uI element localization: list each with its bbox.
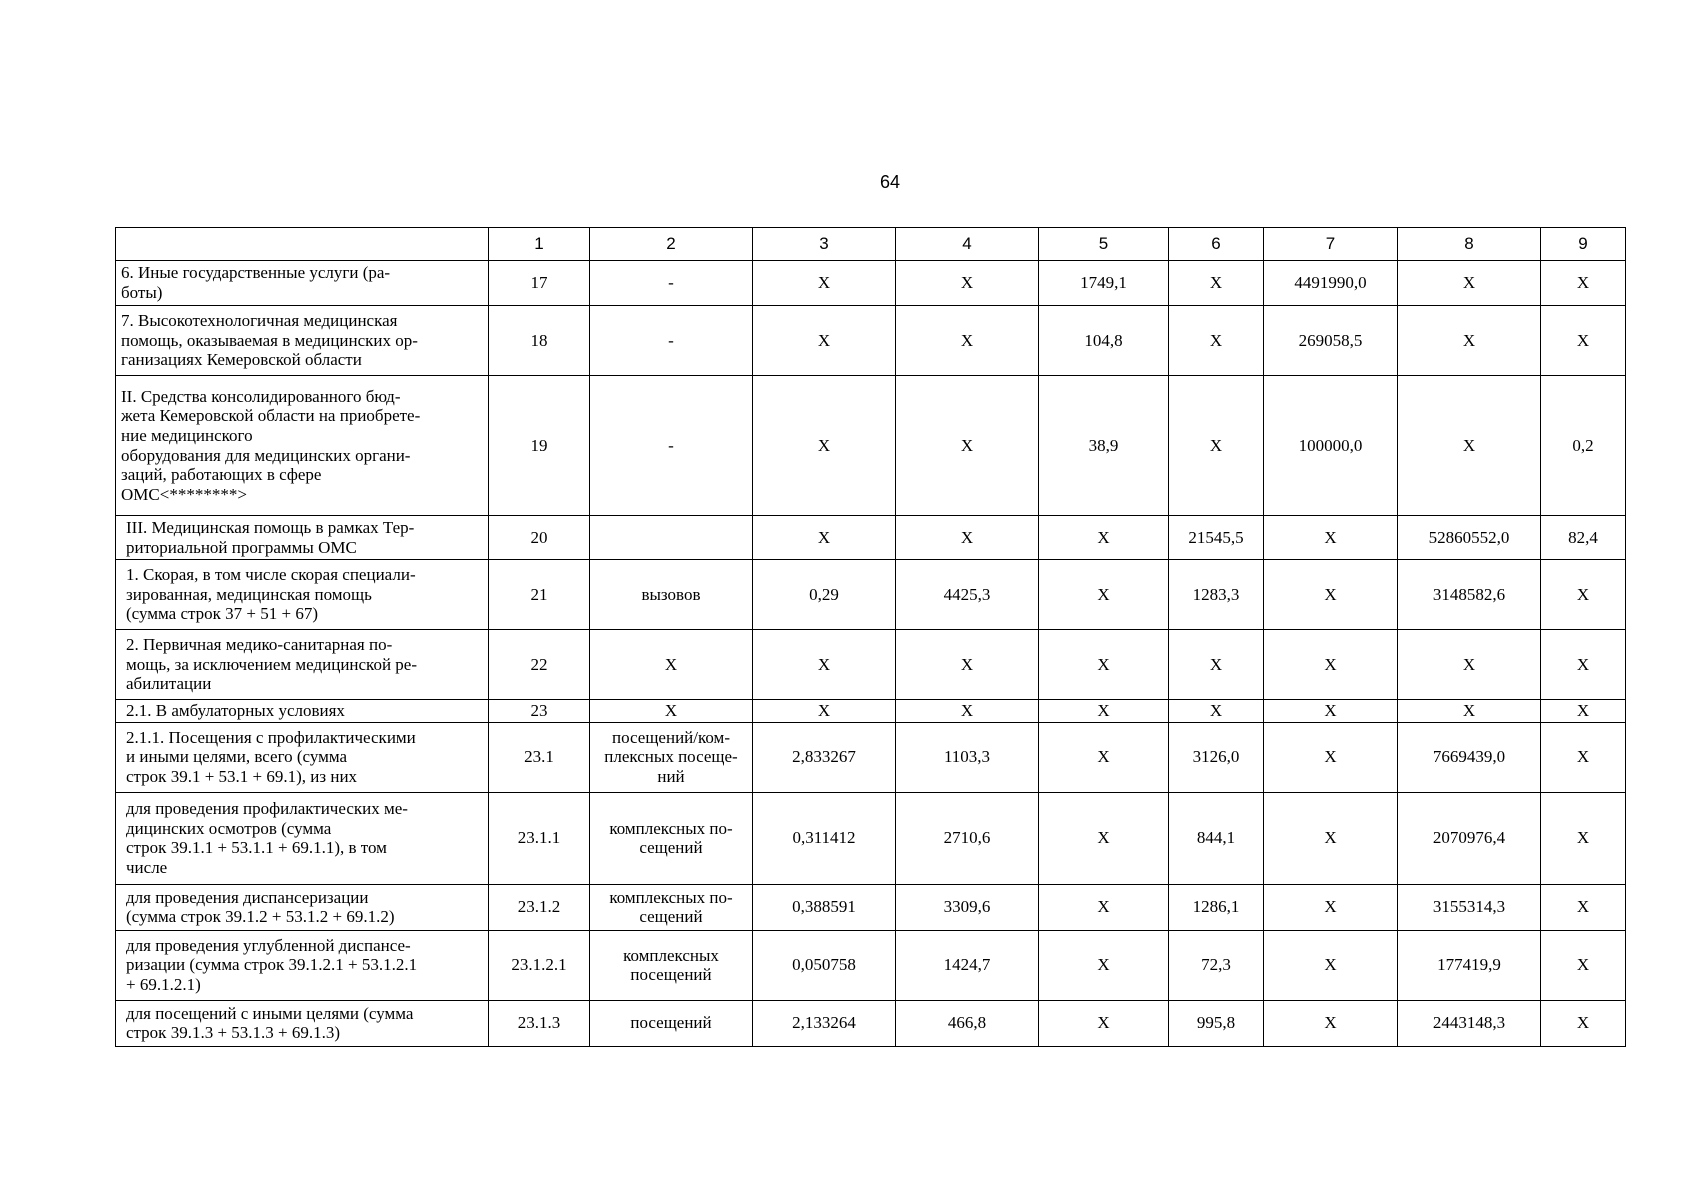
row-name-cell: для проведения профилактических ме- дицинских осмотров (сумма строк 39.1.1 + 53.1.1 + 69.1.1), в том числе	[116, 792, 489, 884]
row-value-cell: 23.1.3	[489, 1000, 590, 1046]
header-cell: 1	[489, 228, 590, 261]
row-value-cell: X	[1398, 261, 1541, 306]
row-value-cell: 7669439,0	[1398, 722, 1541, 792]
row-value-cell: X	[1039, 930, 1169, 1000]
row-value-cell: X	[1541, 560, 1626, 630]
table-row	[116, 560, 1626, 630]
row-value-cell: X	[1169, 306, 1264, 376]
row-value-cell: 1283,3	[1169, 560, 1264, 630]
row-value-cell: X	[590, 630, 753, 700]
row-value-cell: 19	[489, 376, 590, 516]
row-value-cell: комплексных посещений	[590, 930, 753, 1000]
row-value-cell: 21545,5	[1169, 516, 1264, 560]
row-value-cell: 2,133264	[753, 1000, 896, 1046]
row-name-cell: 6. Иные государственные услуги (ра- боты)	[116, 261, 489, 306]
row-value-cell: -	[590, 306, 753, 376]
row-value-cell: 23.1.1	[489, 792, 590, 884]
row-value-cell: 17	[489, 261, 590, 306]
row-value-cell: 4425,3	[896, 560, 1039, 630]
row-name-cell: II. Средства консолидированного бюд- жета Кемеровской области на приобрете- ние медицинского оборудования для медицинских органи- заций, работающих в сфере ОМС<********>	[116, 376, 489, 516]
row-value-cell: X	[1541, 1000, 1626, 1046]
row-value-cell: 3148582,6	[1398, 560, 1541, 630]
row-value-cell: X	[1169, 261, 1264, 306]
header-cell: 7	[1264, 228, 1398, 261]
row-value-cell: 23.1.2	[489, 884, 590, 930]
table-row	[116, 306, 1626, 376]
row-value-cell: X	[1541, 722, 1626, 792]
row-value-cell: 82,4	[1541, 516, 1626, 560]
header-cell	[116, 228, 489, 261]
row-value-cell: X	[1541, 792, 1626, 884]
header-cell: 4	[896, 228, 1039, 261]
row-value-cell: комплексных по- сещений	[590, 884, 753, 930]
row-value-cell: X	[753, 630, 896, 700]
table-row	[116, 884, 1626, 930]
row-value-cell: 21	[489, 560, 590, 630]
row-value-cell: X	[1541, 930, 1626, 1000]
row-value-cell: X	[1541, 630, 1626, 700]
row-value-cell	[590, 516, 753, 560]
row-value-cell: 23.1	[489, 722, 590, 792]
row-name-cell: для проведения углубленной диспансе- ризации (сумма строк 39.1.2.1 + 53.1.2.1 + 69.1.2.1)	[116, 930, 489, 1000]
row-value-cell: X	[1398, 700, 1541, 723]
row-value-cell: 2,833267	[753, 722, 896, 792]
row-value-cell: 52860552,0	[1398, 516, 1541, 560]
table-row	[116, 630, 1626, 700]
row-value-cell: 177419,9	[1398, 930, 1541, 1000]
row-value-cell: 72,3	[1169, 930, 1264, 1000]
row-value-cell: X	[590, 700, 753, 723]
row-value-cell: X	[753, 700, 896, 723]
header-cell: 3	[753, 228, 896, 261]
row-value-cell: X	[896, 516, 1039, 560]
row-value-cell: 1103,3	[896, 722, 1039, 792]
row-value-cell: X	[1541, 884, 1626, 930]
row-value-cell: 1286,1	[1169, 884, 1264, 930]
row-value-cell: 269058,5	[1264, 306, 1398, 376]
row-value-cell: X	[753, 306, 896, 376]
table-header-row	[116, 228, 1626, 261]
row-value-cell: комплексных по- сещений	[590, 792, 753, 884]
row-name-cell: 1. Скорая, в том числе скорая специали- зированная, медицинская помощь (сумма строк 37 + 51 + 67)	[116, 560, 489, 630]
row-value-cell: X	[1264, 930, 1398, 1000]
row-value-cell: X	[1264, 700, 1398, 723]
row-value-cell: 1749,1	[1039, 261, 1169, 306]
header-cell: 2	[590, 228, 753, 261]
row-value-cell: X	[1398, 306, 1541, 376]
row-value-cell: посещений/ком- плексных посеще- ний	[590, 722, 753, 792]
row-value-cell: 3126,0	[1169, 722, 1264, 792]
row-value-cell: вызовов	[590, 560, 753, 630]
row-value-cell: 2710,6	[896, 792, 1039, 884]
row-value-cell: X	[1264, 722, 1398, 792]
row-value-cell: 1424,7	[896, 930, 1039, 1000]
table-row	[116, 1000, 1626, 1046]
row-name-cell: для проведения диспансеризации (сумма строк 39.1.2 + 53.1.2 + 69.1.2)	[116, 884, 489, 930]
row-value-cell: X	[896, 630, 1039, 700]
row-value-cell: 995,8	[1169, 1000, 1264, 1046]
row-value-cell: X	[1398, 376, 1541, 516]
row-value-cell: X	[1169, 376, 1264, 516]
row-value-cell: X	[1039, 1000, 1169, 1046]
row-value-cell: X	[1039, 792, 1169, 884]
row-value-cell: 23	[489, 700, 590, 723]
row-value-cell: 22	[489, 630, 590, 700]
row-value-cell: 104,8	[1039, 306, 1169, 376]
row-value-cell: 3155314,3	[1398, 884, 1541, 930]
row-value-cell: X	[1039, 884, 1169, 930]
row-name-cell: 2.1. В амбулаторных условиях	[116, 700, 489, 723]
row-value-cell: 0,050758	[753, 930, 896, 1000]
row-value-cell: X	[1264, 1000, 1398, 1046]
table-row	[116, 376, 1626, 516]
row-value-cell: 0,29	[753, 560, 896, 630]
table-row	[116, 930, 1626, 1000]
row-value-cell: 38,9	[1039, 376, 1169, 516]
row-value-cell: X	[1264, 630, 1398, 700]
row-value-cell: X	[1039, 722, 1169, 792]
row-name-cell: 2.1.1. Посещения с профилактическими и иными целями, всего (сумма строк 39.1 + 53.1 + 69.1), из них	[116, 722, 489, 792]
row-value-cell: 0,2	[1541, 376, 1626, 516]
table-row	[116, 700, 1626, 723]
header-cell: 6	[1169, 228, 1264, 261]
table-row	[116, 722, 1626, 792]
row-value-cell: X	[896, 306, 1039, 376]
row-value-cell: 100000,0	[1264, 376, 1398, 516]
row-value-cell: X	[1264, 560, 1398, 630]
row-name-cell: для посещений с иными целями (сумма строк 39.1.3 + 53.1.3 + 69.1.3)	[116, 1000, 489, 1046]
row-value-cell: 844,1	[1169, 792, 1264, 884]
row-value-cell: 23.1.2.1	[489, 930, 590, 1000]
row-value-cell: 4491990,0	[1264, 261, 1398, 306]
row-value-cell: X	[1039, 560, 1169, 630]
row-value-cell: X	[1398, 630, 1541, 700]
row-value-cell: -	[590, 261, 753, 306]
row-value-cell: 0,311412	[753, 792, 896, 884]
row-value-cell: -	[590, 376, 753, 516]
row-value-cell: X	[1541, 700, 1626, 723]
row-value-cell: X	[1264, 884, 1398, 930]
row-value-cell: X	[896, 261, 1039, 306]
row-value-cell: 2070976,4	[1398, 792, 1541, 884]
row-value-cell: X	[1264, 516, 1398, 560]
row-value-cell: X	[896, 376, 1039, 516]
row-name-cell: III. Медицинская помощь в рамках Тер- риториальной программы ОМС	[116, 516, 489, 560]
header-cell: 8	[1398, 228, 1541, 261]
row-value-cell: 18	[489, 306, 590, 376]
row-value-cell: X	[896, 700, 1039, 723]
header-cell: 5	[1039, 228, 1169, 261]
row-value-cell: 2443148,3	[1398, 1000, 1541, 1046]
row-value-cell: 0,388591	[753, 884, 896, 930]
table-row	[116, 261, 1626, 306]
row-value-cell: X	[1541, 306, 1626, 376]
row-value-cell: X	[1169, 630, 1264, 700]
page-number: 64	[879, 172, 901, 192]
row-name-cell: 7. Высокотехнологичная медицинская помощь, оказываемая в медицинских ор- ганизациях Кемеровской области	[116, 306, 489, 376]
table-row	[116, 792, 1626, 884]
row-value-cell: X	[1039, 630, 1169, 700]
row-value-cell: X	[1264, 792, 1398, 884]
header-cell: 9	[1541, 228, 1626, 261]
row-value-cell: X	[753, 516, 896, 560]
row-value-cell: X	[1541, 261, 1626, 306]
row-value-cell: 20	[489, 516, 590, 560]
row-value-cell: X	[1039, 700, 1169, 723]
table-row	[116, 516, 1626, 560]
row-value-cell: посещений	[590, 1000, 753, 1046]
row-value-cell: X	[753, 376, 896, 516]
row-name-cell: 2. Первичная медико-санитарная по- мощь, за исключением медицинской ре- абилитации	[116, 630, 489, 700]
row-value-cell: X	[753, 261, 896, 306]
row-value-cell: X	[1169, 700, 1264, 723]
data-table	[115, 227, 1626, 1047]
row-value-cell: X	[1039, 516, 1169, 560]
row-value-cell: 466,8	[896, 1000, 1039, 1046]
row-value-cell: 3309,6	[896, 884, 1039, 930]
